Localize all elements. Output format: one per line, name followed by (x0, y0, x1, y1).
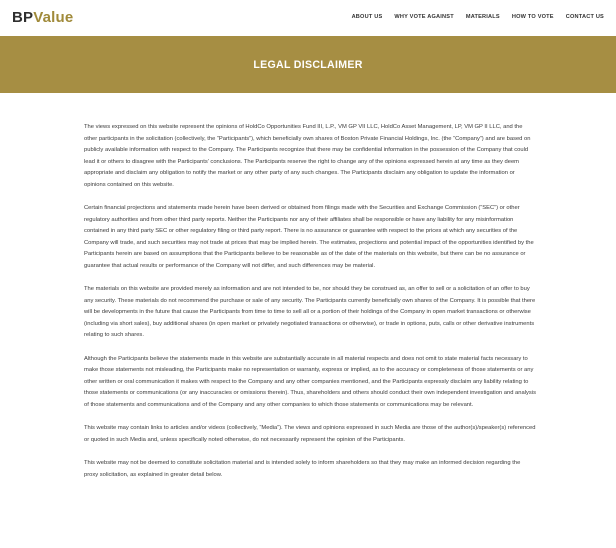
main-nav (352, 14, 604, 20)
nav-why-vote-against[interactable]: WHY VOTE AGAINST (394, 14, 454, 20)
disclaimer-paragraph-3: The materials on this website are provided merely as information and are not intended to be, nor should they be construed as, an offer to sell or a solicitation of an offer to buy any security. These materials do not recommend the purchase or sale of any security. The Participants currently beneficially own shares of the Company. It is possible that there will be developments in the future that cause the Participants from time to time to sell all or a portion of their holdings of the Company in open market transactions or otherwise (including via short sales), buy additional shares (in open market or privately negotiated transactions or otherwise), or trade in options, puts, calls or other derivative instruments relating to such shares. (84, 286, 536, 338)
disclaimer-paragraph-2: Certain financial projections and statements made herein have been derived or obtained from filings made with the Securities and Exchange Commission (“SEC”) or other regulatory authorities and from other third party reports. Neither the Participants nor any of their affiliates shall be responsible or have any liability for any misinformation contained in any third party SEC or other regulatory filing or third party report. There is no assurance or guarantee with respect to the prices at which any securities of the Company will trade, and such securities may not trade at prices that may be implied herein. The estimates, projections and potential impact of the opportunities identified by the Participants herein are based on assumptions that the Participants believe to be reasonable as of the date of the materials on this website, but there can be no assurance or guarantee that actual results or performance of the Company will not differ, and such differences may be material. (84, 205, 534, 269)
disclaimer-paragraph-4: Although the Participants believe the statements made in this website are substantially accurate in all material respects and does not omit to state material facts necessary to make those statements not misleading, the Participants make no representation or warranty, express or implied, as to the accuracy or completeness of those statements or any other written or oral communication it makes with respect to the Company and any other companies mentioned, and the Participants expressly disclaim any liability relating to those statements or communications (or any inaccuracies or omissions therein). Thus, shareholders and others should conduct their own independent investigation and analysis of those statements and communications and of the Company and any other companies to which those statements or communications may be relevant. (84, 355, 536, 408)
nav-about-us[interactable]: ABOUT US (351, 14, 383, 20)
logo-value: Value (33, 9, 74, 26)
disclaimer-paragraph-6: This website may not be deemed to constitute solicitation material and is intended solely to inform shareholders so that they may make an informed decision regarding the proxy solicitation, as explained in greater detail below. (84, 460, 521, 478)
disclaimer-content (0, 93, 536, 481)
site-logo[interactable] (12, 9, 73, 26)
page-title: LEGAL DISCLAIMER (253, 58, 363, 71)
nav-contact-us[interactable]: CONTACT US (565, 14, 604, 20)
site-header (0, 0, 616, 36)
page-banner (0, 36, 616, 93)
nav-materials[interactable]: MATERIALS (465, 14, 500, 20)
nav-how-to-vote[interactable]: HOW TO VOTE (511, 14, 554, 20)
disclaimer-paragraph-1: The views expressed on this website represent the opinions of HoldCo Opportunities Fund III, L.P., VM GP VII LLC, HoldCo Asset Management, LP, VM GP II LLC, and the other participants in the solicitation (collectively, the “Participants”), which beneficially own shares of Boston Private Financial Holdings, Inc. (the “Company”) and are based on publicly available information with respect to the Company. The Participants recognize that there may be confidential information in the possession of the Company that could lead it or others to disagree with the Participants’ conclusions. The Participants reserve the right to change any of the opinions expressed herein at any time as they deem appropriate and disclaim any obligation to notify the market or any other party of any such changes. The Participants disclaim any obligation to update the information or opinions contained on this website. (84, 124, 531, 188)
disclaimer-paragraph-5: This website may contain links to articles and/or videos (collectively, “Media”). The views and opinions expressed in such Media are those of the author(s)/speaker(s) referenced or quoted in such Media and, unless specifically noted otherwise, do not necessarily represent the opinion of the Participants. (84, 425, 536, 443)
logo-bp: BP (12, 9, 34, 26)
